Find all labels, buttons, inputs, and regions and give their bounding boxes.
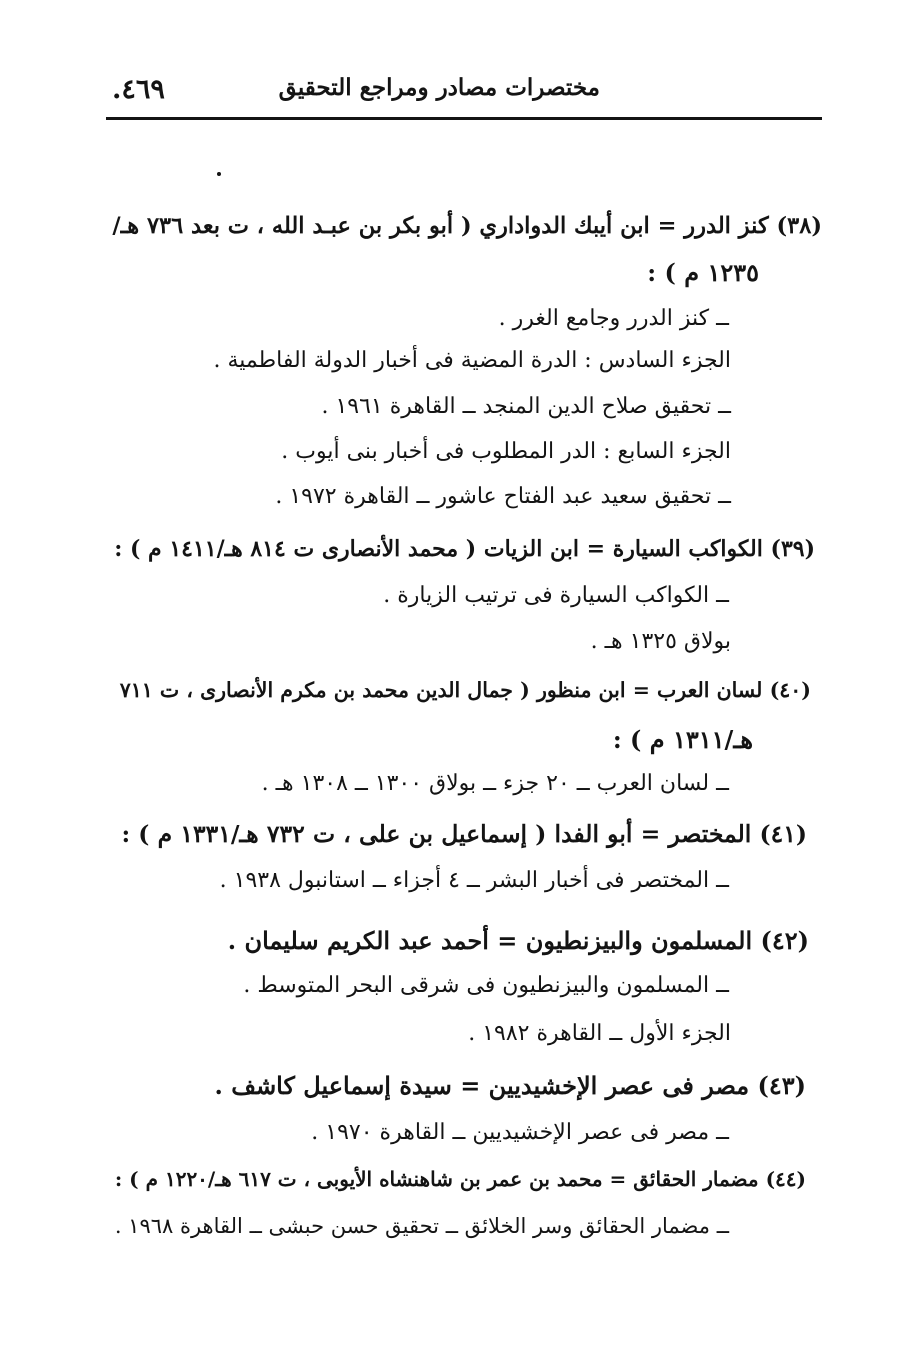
- edition-line: ــ المختصر فى أخبار البشر ــ ٤ أجزاء ــ استانبول ١٩٣٨ .: [219, 868, 729, 893]
- entry-heading: (٤٢) المسلمون والبيزنطيون = أحمد عبد الكريم سليمان .: [227, 926, 809, 955]
- edition-line: ــ لسان العرب ــ ٢٠ جزء ــ بولاق ١٣٠٠ ــ ١٣٠٨ هـ .: [261, 771, 729, 796]
- entry-heading: (٤٤) مضمار الحقائق = محمد بن عمر بن شاهنشاه الأيوبى ، ت ٦١٧ هـ/١٢٢٠ م ) :: [114, 1167, 806, 1191]
- work-title: ــ الكواكب السيارة فى ترتيب الزيارة .: [383, 583, 729, 608]
- running-title: مختصرات مصادر ومراجع التحقيق: [278, 74, 600, 101]
- entry-continuation: ١٢٣٥ م ) :: [647, 258, 759, 287]
- edition-line: بولاق ١٣٢٥ هـ .: [590, 629, 731, 654]
- entry-heading: (٣٨) كنز الدرر = ابن أيبك الدواداري ( أبو بكر بن عبـد الله ، ت بعد ٧٣٦ هـ/: [112, 213, 822, 239]
- work-title: ــ كنز الدرر وجامع الغرر .: [498, 306, 729, 331]
- entry-heading: (٤١) المختصر = أبو الفدا ( إسماعيل بن على ، ت ٧٣٢ هـ/١٣٣١ م ) :: [121, 820, 807, 848]
- edition-line: ــ مضمار الحقائق وسر الخلائق ــ تحقيق حسن حبشى ــ القاهرة ١٩٦٨ .: [114, 1214, 729, 1238]
- work-title: ــ المسلمون والبيزنطيون فى شرقى البحر المتوسط .: [243, 973, 729, 998]
- edition-line: ــ تحقيق سعيد عبد الفتاح عاشور ــ القاهرة ١٩٧٢ .: [275, 484, 731, 509]
- entry-heading: (٤٠) لسان العرب = ابن منظور ( جمال الدين محمد بن مكرم الأنصارى ، ت ٧١١: [119, 678, 811, 702]
- volume-line: الجزء السادس : الدرة المضية فى أخبار الدولة الفاطمية .: [213, 348, 731, 373]
- edition-line: الجزء الأول ــ القاهرة ١٩٨٢ .: [468, 1021, 731, 1046]
- entry-continuation: هـ/١٣١١ م ) :: [612, 725, 753, 754]
- edition-line: ــ تحقيق صلاح الدين المنجد ــ القاهرة ١٩٦١ .: [321, 394, 731, 419]
- entry-heading: (٤٣) مصر فى عصر الإخشيديين = سيدة إسماعيل كاشف .: [214, 1071, 806, 1100]
- ink-speck: [217, 172, 221, 176]
- edition-line: ــ مصر فى عصر الإخشيديين ــ القاهرة ١٩٧٠ .: [311, 1120, 729, 1145]
- page-number: ٤٦٩.: [112, 74, 165, 105]
- entry-heading: (٣٩) الكواكب السيارة = ابن الزيات ( محمد الأنصارى ت ٨١٤ هـ/١٤١١ م ) :: [114, 536, 815, 562]
- page-header: [0, 0, 899, 130]
- volume-line: الجزء السابع : الدر المطلوب فى أخبار بنى أيوب .: [281, 439, 731, 464]
- header-rule: [106, 117, 822, 120]
